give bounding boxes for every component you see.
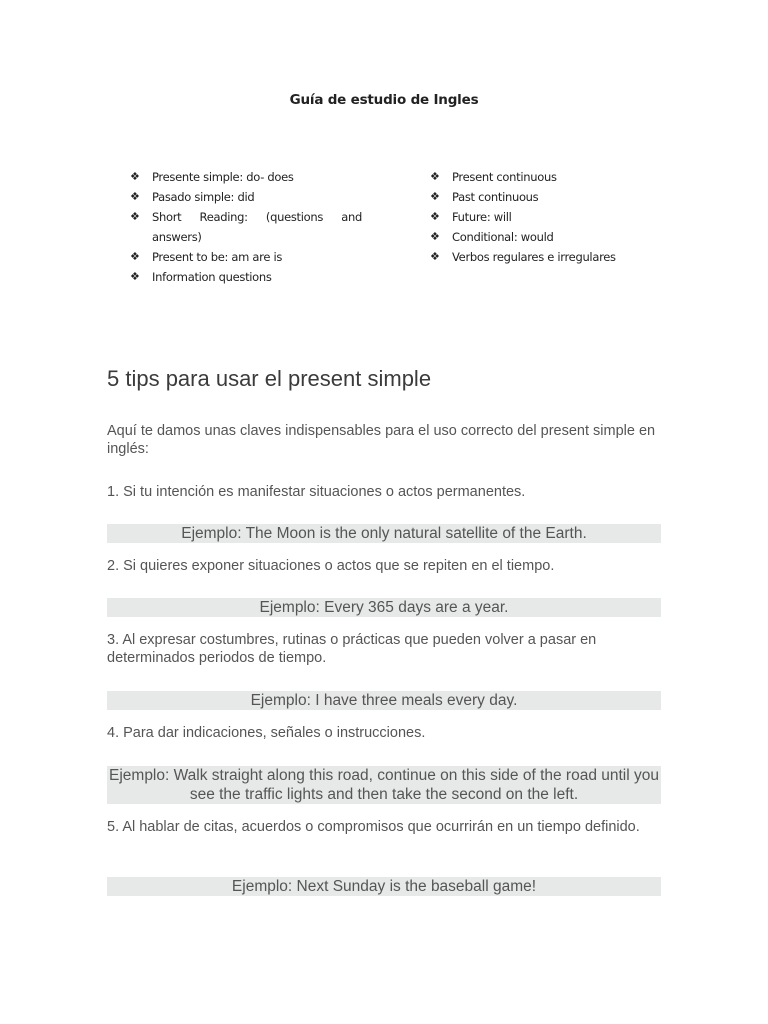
topic-item [430, 167, 670, 187]
tip-example: Ejemplo: Next Sunday is the baseball game! [107, 877, 661, 896]
diamond-bullet-icon: ❖ [130, 170, 140, 183]
diamond-bullet-icon: ❖ [430, 210, 440, 223]
diamond-bullet-icon: ❖ [430, 250, 440, 263]
topic-item [130, 167, 362, 187]
topic-label: Presente simple: do- does [152, 170, 294, 184]
diamond-bullet-icon: ❖ [430, 170, 440, 183]
diamond-bullet-icon: ❖ [430, 230, 440, 243]
tip-example: Ejemplo: Walk straight along this road, continue on this side of the road until you see the traffic lights and then take the second on the left. [109, 767, 659, 803]
topic-label: Short Reading: (questions and answers) [152, 210, 362, 244]
diamond-bullet-icon: ❖ [130, 250, 140, 263]
topic-label: Past continuous [452, 190, 539, 204]
section-heading: 5 tips para usar el present simple [107, 366, 432, 391]
topic-label: Conditional: would [452, 230, 554, 244]
topic-label: Present to be: am are is [152, 250, 283, 264]
tip-text: 5. Al hablar de citas, acuerdos o compromisos que ocurrirán en un tiempo definido. [107, 819, 640, 835]
topic-item [130, 207, 362, 247]
tip-text: 2. Si quieres exponer situaciones o actos que se repiten en el tiempo. [107, 558, 555, 574]
topics-list-left [130, 167, 362, 287]
topic-label: Pasado simple: did [152, 190, 255, 204]
tip-example: Ejemplo: The Moon is the only natural satellite of the Earth. [107, 524, 661, 543]
tip-text: 3. Al expresar costumbres, rutinas o prácticas que pueden volver a pasar en determinados periodos de tiempo. [107, 632, 597, 666]
tip-example: Ejemplo: Every 365 days are a year. [107, 598, 661, 617]
tip-example: Ejemplo: I have three meals every day. [107, 691, 661, 710]
diamond-bullet-icon: ❖ [130, 190, 140, 203]
topic-label: Information questions [152, 270, 272, 284]
topic-item [130, 267, 362, 287]
topic-label: Future: will [452, 210, 512, 224]
diamond-bullet-icon: ❖ [130, 270, 140, 283]
topic-item [130, 187, 362, 207]
intro-paragraph: Aquí te damos unas claves indispensables para el uso correcto del present simple en inglés: [107, 423, 656, 457]
topic-item [430, 227, 670, 247]
topic-item [430, 187, 670, 207]
tip-text: 4. Para dar indicaciones, señales o instrucciones. [107, 725, 426, 741]
topic-label: Verbos regulares e irregulares [452, 250, 616, 264]
diamond-bullet-icon: ❖ [130, 210, 140, 223]
topic-label: Present continuous [452, 170, 557, 184]
tip-text: 1. Si tu intención es manifestar situaciones o actos permanentes. [107, 484, 526, 500]
diamond-bullet-icon: ❖ [430, 190, 440, 203]
document-title: Guía de estudio de Ingles [289, 92, 479, 108]
topic-item [430, 247, 670, 267]
topic-item [130, 247, 362, 267]
topic-item [430, 207, 670, 227]
topics-list-right [430, 167, 670, 267]
